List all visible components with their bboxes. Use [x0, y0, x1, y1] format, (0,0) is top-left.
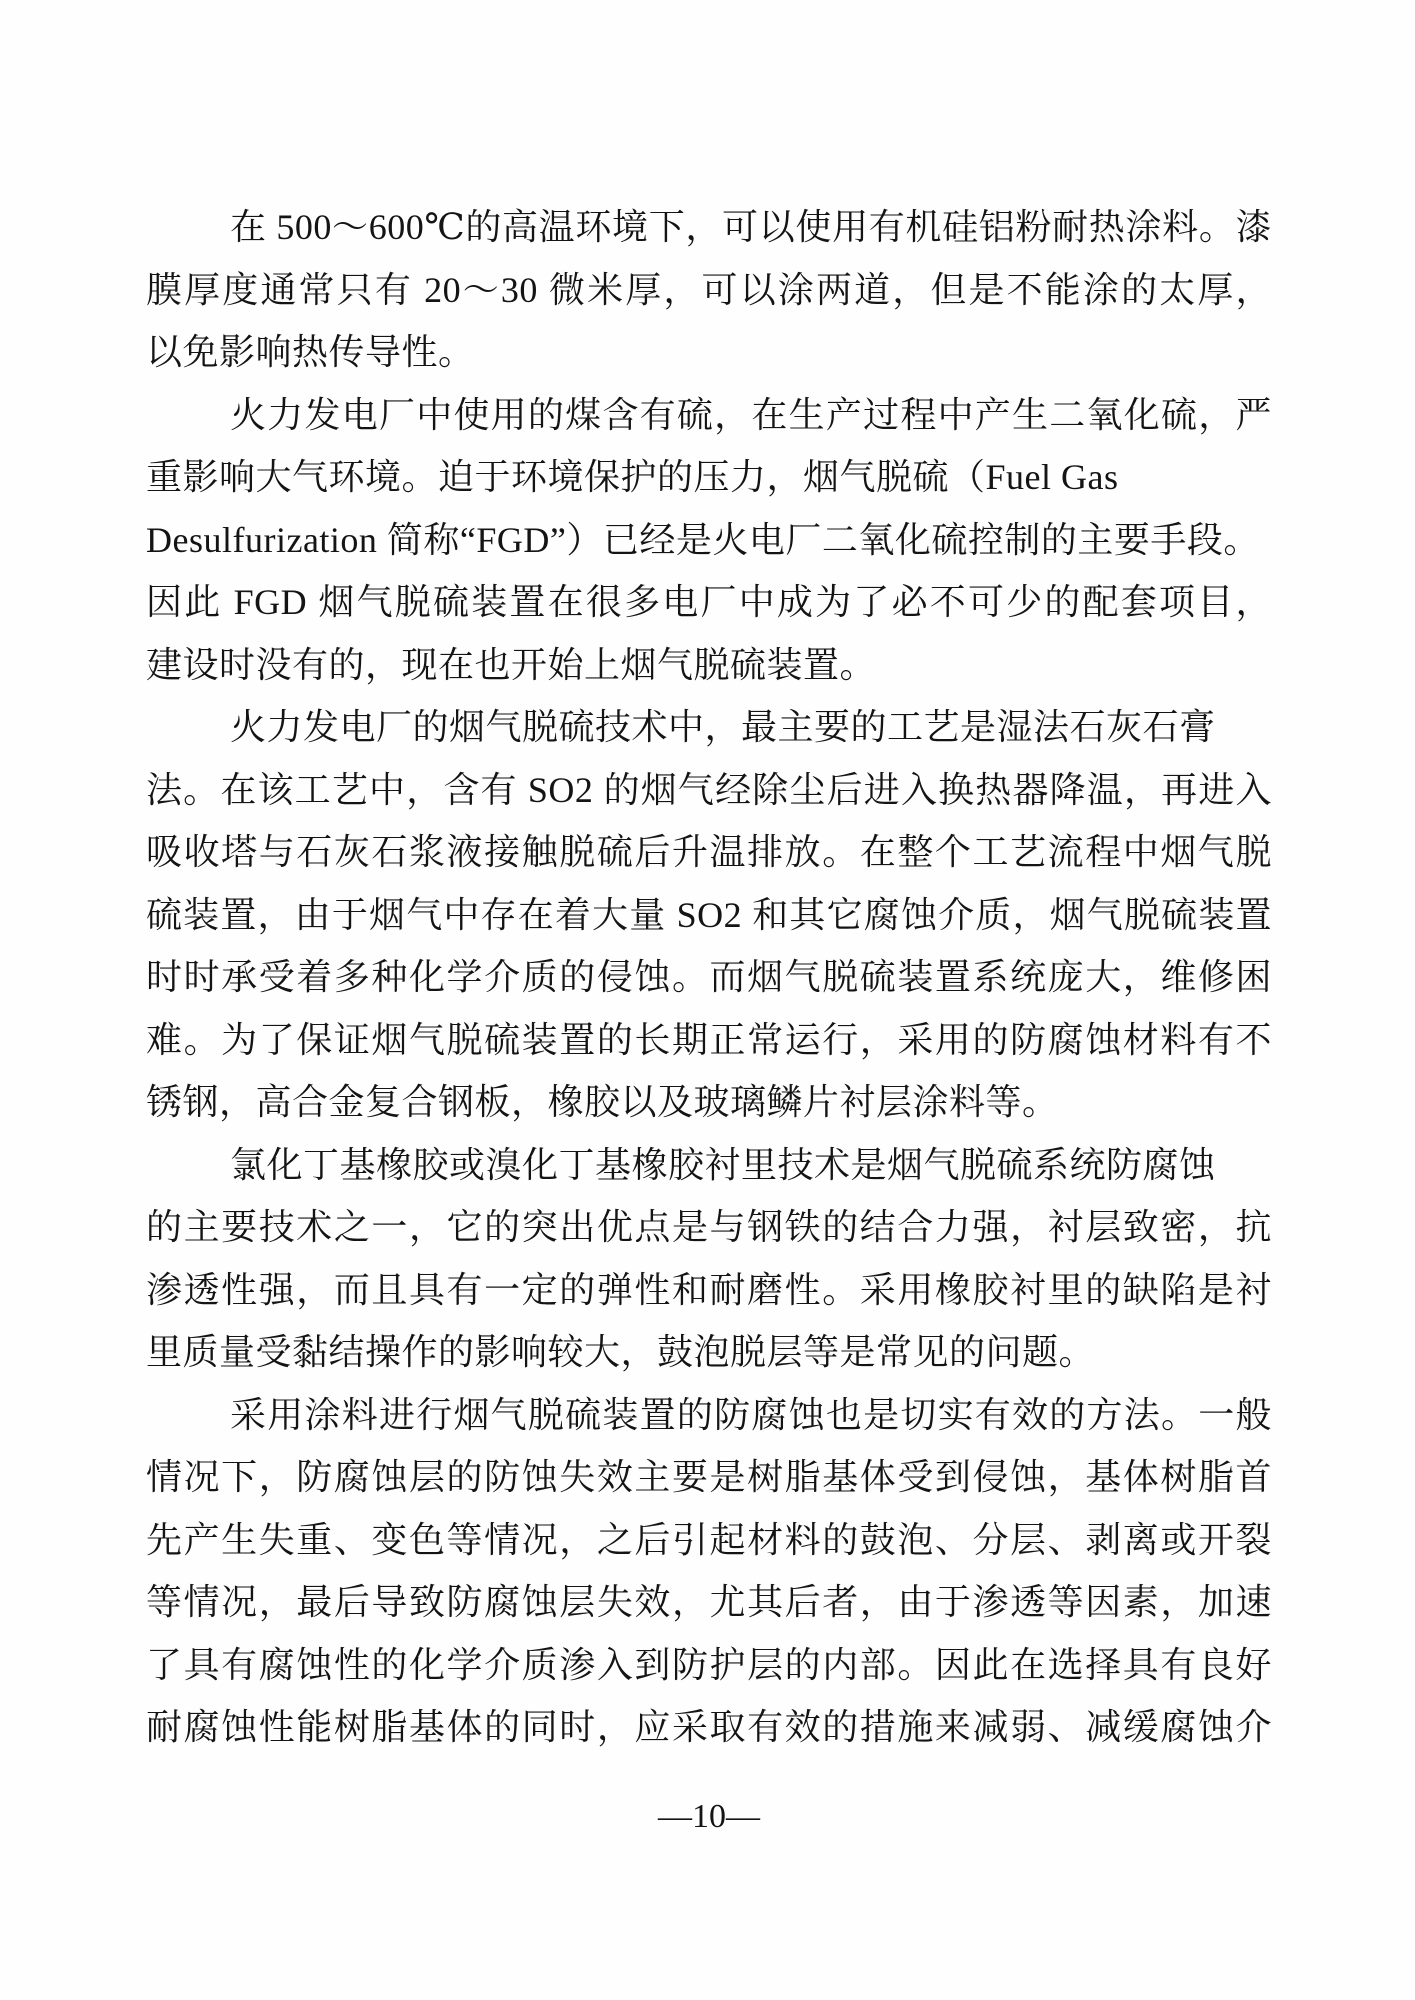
text-line: 时时承受着多种化学介质的侵蚀。而烟气脱硫装置系统庞大，维修困 — [146, 957, 1272, 997]
text-line: 硫装置，由于烟气中存在着大量 SO2 和其它腐蚀介质，烟气脱硫装置 — [146, 894, 1272, 935]
text-line: 锈钢，高合金复合钢板，橡胶以及玻璃鳞片衬层涂料等。 — [146, 1082, 1059, 1122]
text-line: 采用涂料进行烟气脱硫装置的防腐蚀也是切实有效的方法。一般 — [230, 1394, 1272, 1435]
text-line: 法。在该工艺中，含有 SO2 的烟气经除尘后进入换热器降温，再进入 — [146, 769, 1272, 810]
page-number: —10— — [658, 1798, 760, 1835]
text-line: 渗透性强，而且具有一定的弹性和耐磨性。采用橡胶衬里的缺陷是衬 — [146, 1269, 1272, 1310]
text-line: 耐腐蚀性能树脂基体的同时，应采取有效的措施来减弱、减缓腐蚀介 — [146, 1707, 1272, 1747]
text-line: 了具有腐蚀性的化学介质渗入到防护层的内部。因此在选择具有良好 — [146, 1644, 1272, 1685]
text-line: 里质量受黏结操作的影响较大，鼓泡脱层等是常见的问题。 — [146, 1332, 1096, 1372]
text-line: 先产生失重、变色等情况，之后引起材料的鼓泡、分层、剥离或开裂 — [146, 1519, 1272, 1560]
text-line: 氯化丁基橡胶或溴化丁基橡胶衬里技术是烟气脱硫系统防腐蚀 — [230, 1144, 1216, 1185]
text-line: 在 500～600℃的高温环境下，可以使用有机硅铝粉耐热涂料。漆 — [230, 207, 1272, 247]
text-line: 等情况，最后导致防腐蚀层失效，尤其后者，由于渗透等因素，加速 — [146, 1582, 1272, 1622]
text-line: 吸收塔与石灰石浆液接触脱硫后升温排放。在整个工艺流程中烟气脱 — [146, 832, 1272, 872]
body-text-block — [146, 196, 1272, 1759]
text-line: 的主要技术之一，它的突出优点是与钢铁的结合力强，衬层致密，抗 — [146, 1207, 1272, 1247]
text-line: 因此 FGD 烟气脱硫装置在很多电厂中成为了必不可少的配套项目， — [146, 582, 1272, 622]
text-line: Desulfurization 简称“FGD”）已经是火电厂二氧化硫控制的主要手段。 — [146, 519, 1260, 560]
text-line: 难。为了保证烟气脱硫装置的长期正常运行，采用的防腐蚀材料有不 — [146, 1019, 1272, 1060]
text-line: 火力发电厂的烟气脱硫技术中，最主要的工艺是湿法石灰石膏 — [230, 707, 1216, 747]
text-line: 膜厚度通常只有 20～30 微米厚，可以涂两道，但是不能涂的太厚， — [146, 269, 1272, 310]
text-line: 情况下，防腐蚀层的防蚀失效主要是树脂基体受到侵蚀，基体树脂首 — [146, 1457, 1272, 1497]
text-line: 建设时没有的，现在也开始上烟气脱硫装置。 — [146, 644, 877, 685]
text-line: 火力发电厂中使用的煤含有硫，在生产过程中产生二氧化硫，严 — [230, 394, 1272, 435]
text-line: 以免影响热传导性。 — [146, 332, 475, 372]
text-line: 重影响大气环境。迫于环境保护的压力，烟气脱硫（Fuel Gas — [146, 457, 1119, 497]
